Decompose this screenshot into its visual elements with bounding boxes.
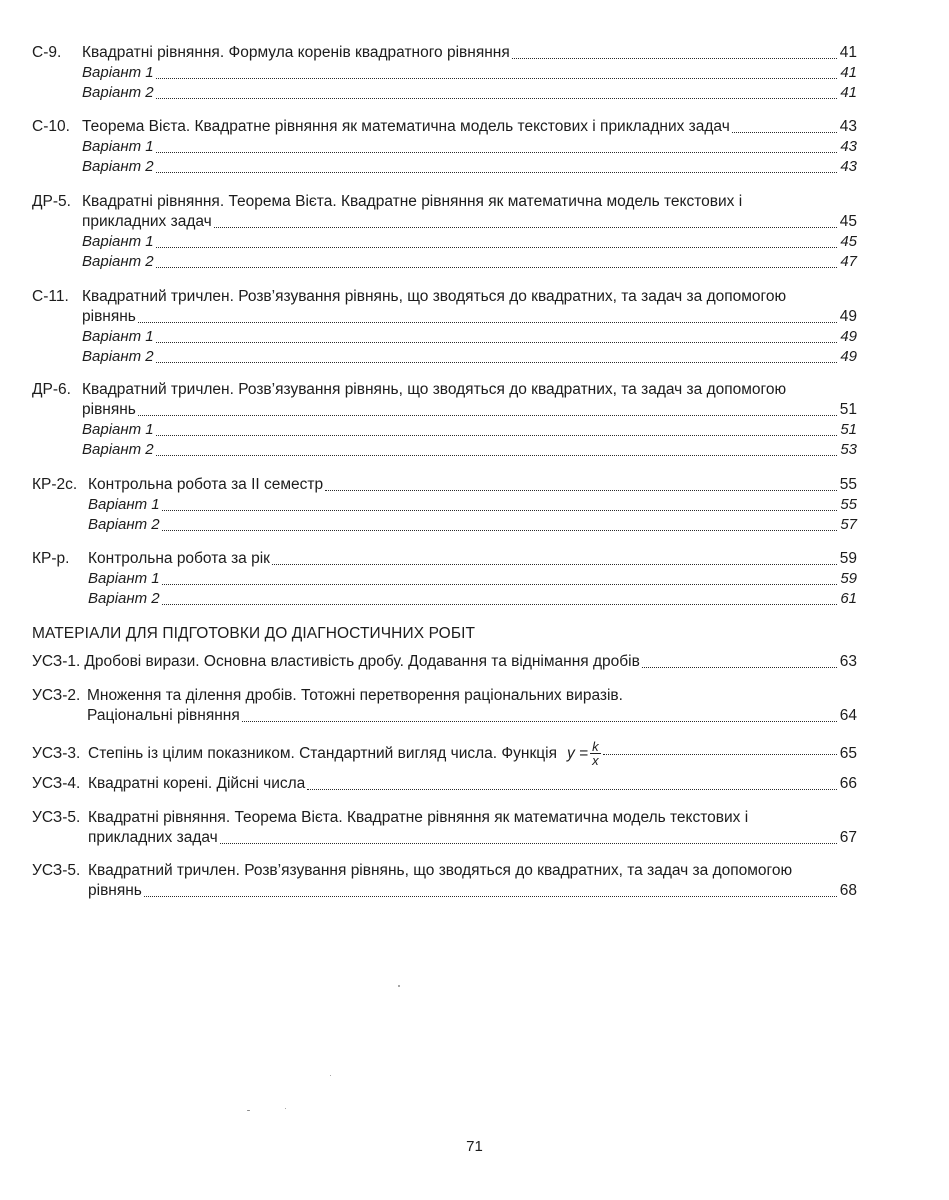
toc-entry-dr5 xyxy=(32,192,857,272)
variant-page: 47 xyxy=(840,253,857,270)
toc-entry-c11 xyxy=(32,287,857,367)
entry-page: 65 xyxy=(839,745,857,762)
toc-title-row xyxy=(32,380,857,400)
leader-dots xyxy=(325,489,837,491)
leader-dots xyxy=(162,603,837,605)
leader-dots xyxy=(642,666,837,668)
leader-dots xyxy=(242,720,837,722)
toc-title-row xyxy=(32,192,857,212)
variant-label: Варіант 2 xyxy=(82,253,154,270)
scan-speck xyxy=(247,1110,250,1111)
scan-speck xyxy=(330,1075,331,1076)
diag-entry-usz5b xyxy=(32,861,857,901)
entry-title: Теорема Вієта. Квадратне рівняння як математична модель текстових і прикладних задач xyxy=(82,118,730,135)
variant-page: 49 xyxy=(840,348,857,365)
variant-label: Варіант 1 xyxy=(82,64,154,81)
leader-dots xyxy=(156,151,837,153)
leader-dots xyxy=(138,414,837,416)
formula-lhs: y = xyxy=(566,745,589,762)
variant-page: 53 xyxy=(840,441,857,458)
toc-title-row xyxy=(32,686,857,706)
entry-code: УСЗ-3. xyxy=(32,745,81,762)
toc-title-row xyxy=(32,861,857,881)
variant-label: Варіант 2 xyxy=(88,590,160,607)
variant-row xyxy=(32,589,857,609)
variant-row xyxy=(32,157,857,177)
toc-title-row xyxy=(32,808,857,828)
toc-title-row xyxy=(32,212,857,232)
leader-dots xyxy=(214,226,837,228)
leader-dots xyxy=(156,246,837,248)
variant-row xyxy=(32,252,857,272)
entry-title: Контрольна робота за рік xyxy=(88,550,270,567)
entry-page: 43 xyxy=(839,118,857,135)
entry-code: УСЗ-1. xyxy=(32,653,81,670)
entry-code: КР-р. xyxy=(32,550,70,567)
leader-dots xyxy=(156,454,837,456)
variant-label: Варіант 1 xyxy=(88,570,160,587)
entry-code: С-10. xyxy=(32,118,70,135)
variant-row xyxy=(32,495,857,515)
variant-label: Варіант 1 xyxy=(82,421,154,438)
entry-code: УСЗ-5. xyxy=(32,809,81,826)
entry-title-cont: прикладних задач xyxy=(88,829,218,846)
entry-page: 49 xyxy=(839,308,857,325)
leader-dots xyxy=(156,171,837,173)
entry-page: 66 xyxy=(839,775,857,792)
entry-code: УСЗ-4. xyxy=(32,775,81,792)
toc-title-row xyxy=(32,706,857,726)
entry-code: ДР-5. xyxy=(32,193,71,210)
formula-fraction xyxy=(590,740,601,767)
variant-label: Варіант 2 xyxy=(82,348,154,365)
variant-row xyxy=(32,137,857,157)
formula-numerator: k xyxy=(592,738,599,754)
variant-page: 61 xyxy=(840,590,857,607)
entry-title: Квадратний тричлен. Розв’язування рівнянь, що зводяться до квадратних, та задач за допомогою xyxy=(82,381,787,398)
entry-code: КР-2с. xyxy=(32,476,78,493)
toc-entry-c9 xyxy=(32,43,857,103)
leader-dots xyxy=(138,321,837,323)
entry-page: 64 xyxy=(839,707,857,724)
toc-entry-c10 xyxy=(32,117,857,177)
variant-page: 57 xyxy=(840,516,857,533)
variant-page: 41 xyxy=(840,64,857,81)
entry-page: 41 xyxy=(839,44,857,61)
variant-page: 55 xyxy=(840,496,857,513)
variant-row xyxy=(32,83,857,103)
entry-page: 59 xyxy=(839,550,857,567)
variant-page: 41 xyxy=(840,84,857,101)
entry-title-cont: рівнянь xyxy=(88,882,142,899)
entry-title: Квадратний тричлен. Розв’язування рівнянь, що зводяться до квадратних, та задач за допомогою xyxy=(88,862,793,879)
leader-dots xyxy=(272,563,837,565)
variant-label: Варіант 1 xyxy=(88,496,160,513)
variant-row xyxy=(32,347,857,367)
leader-dots xyxy=(144,895,837,897)
toc-title-row xyxy=(32,307,857,327)
variant-row xyxy=(32,420,857,440)
toc-title-row xyxy=(32,774,857,794)
entry-title-cont: Раціональні рівняння xyxy=(87,707,240,724)
leader-dots xyxy=(307,788,837,790)
toc-title-row xyxy=(32,828,857,848)
formula-denominator: x xyxy=(592,752,599,768)
entry-title: Квадратні рівняння. Теорема Вієта. Квадратне рівняння як математична модель текстових і xyxy=(82,193,743,210)
leader-dots xyxy=(156,266,837,268)
variant-row xyxy=(32,63,857,83)
toc-entry-krr xyxy=(32,549,857,609)
leader-dots xyxy=(732,131,837,133)
variant-row xyxy=(32,515,857,535)
entry-title: Дробові вирази. Основна властивість дробу. Додавання та віднімання дробів xyxy=(84,653,640,670)
entry-title-cont: рівнянь xyxy=(82,308,136,325)
entry-title: Контрольна робота за ІІ семестр xyxy=(88,476,324,493)
leader-dots xyxy=(603,753,837,755)
leader-dots xyxy=(156,97,837,99)
scan-speck xyxy=(285,1108,286,1109)
variant-label: Варіант 2 xyxy=(82,84,154,101)
leader-dots xyxy=(162,529,837,531)
leader-dots xyxy=(220,842,837,844)
variant-label: Варіант 1 xyxy=(82,328,154,345)
diag-entry-usz1 xyxy=(32,652,857,672)
variant-page: 51 xyxy=(840,421,857,438)
diag-entry-usz3 xyxy=(32,740,857,768)
variant-label: Варіант 2 xyxy=(82,158,154,175)
variant-label: Варіант 2 xyxy=(82,441,154,458)
diag-entry-usz5a xyxy=(32,808,857,848)
entry-title: Квадратні корені. Дійсні числа xyxy=(88,775,306,792)
entry-title-cont: прикладних задач xyxy=(82,213,212,230)
toc-title-row xyxy=(32,652,857,672)
toc-title-row xyxy=(32,43,857,63)
variant-label: Варіант 2 xyxy=(88,516,160,533)
variant-page: 43 xyxy=(840,138,857,155)
leader-dots xyxy=(512,57,837,59)
variant-label: Варіант 1 xyxy=(82,138,154,155)
entry-page: 45 xyxy=(839,213,857,230)
entry-title: Квадратний тричлен. Розв’язування рівнянь, що зводяться до квадратних, та задач за допомогою xyxy=(82,288,787,305)
entry-title: Множення та ділення дробів. Тотожні перетворення раціональних виразів. xyxy=(87,687,623,704)
entry-page: 55 xyxy=(839,476,857,493)
variant-page: 59 xyxy=(840,570,857,587)
entry-page: 67 xyxy=(839,829,857,846)
entry-page: 63 xyxy=(839,653,857,670)
page-number: 71 xyxy=(466,1138,483,1155)
variant-row xyxy=(32,327,857,347)
entry-code: ДР-6. xyxy=(32,381,71,398)
diag-entry-usz2 xyxy=(32,686,857,726)
entry-page: 68 xyxy=(839,882,857,899)
variant-page: 49 xyxy=(840,328,857,345)
toc-entry-kr2s xyxy=(32,475,857,535)
leader-dots xyxy=(162,583,837,585)
toc-entry-dr6 xyxy=(32,380,857,460)
toc-title-row xyxy=(32,740,857,768)
entry-page: 51 xyxy=(839,401,857,418)
leader-dots xyxy=(162,509,837,511)
diag-entry-usz4 xyxy=(32,774,857,794)
variant-row xyxy=(32,440,857,460)
toc-title-row xyxy=(32,400,857,420)
entry-title: Степінь із цілим показником. Стандартний вигляд числа. Функція xyxy=(88,745,557,762)
toc-title-row xyxy=(32,881,857,901)
scan-speck xyxy=(398,985,400,987)
variant-page: 43 xyxy=(840,158,857,175)
leader-dots xyxy=(156,434,837,436)
toc-title-row xyxy=(32,549,857,569)
section-heading: МАТЕРІАЛИ ДЛЯ ПІДГОТОВКИ ДО ДІАГНОСТИЧНИХ РОБІТ xyxy=(32,625,476,642)
entry-code: С-11. xyxy=(32,288,69,305)
variant-row xyxy=(32,232,857,252)
leader-dots xyxy=(156,77,837,79)
variant-label: Варіант 1 xyxy=(82,233,154,250)
entry-title-cont: рівнянь xyxy=(82,401,136,418)
leader-dots xyxy=(156,361,837,363)
entry-code: УСЗ-5. xyxy=(32,862,81,879)
entry-code: УСЗ-2. xyxy=(32,687,81,704)
entry-title: Квадратні рівняння. Формула коренів квадратного рівняння xyxy=(82,44,510,61)
toc-title-row xyxy=(32,117,857,137)
toc-title-row xyxy=(32,475,857,495)
toc-title-row xyxy=(32,287,857,307)
entry-title: Квадратні рівняння. Теорема Вієта. Квадратне рівняння як математична модель текстових і xyxy=(88,809,749,826)
leader-dots xyxy=(156,341,837,343)
entry-code: С-9. xyxy=(32,44,62,61)
variant-row xyxy=(32,569,857,589)
variant-page: 45 xyxy=(840,233,857,250)
